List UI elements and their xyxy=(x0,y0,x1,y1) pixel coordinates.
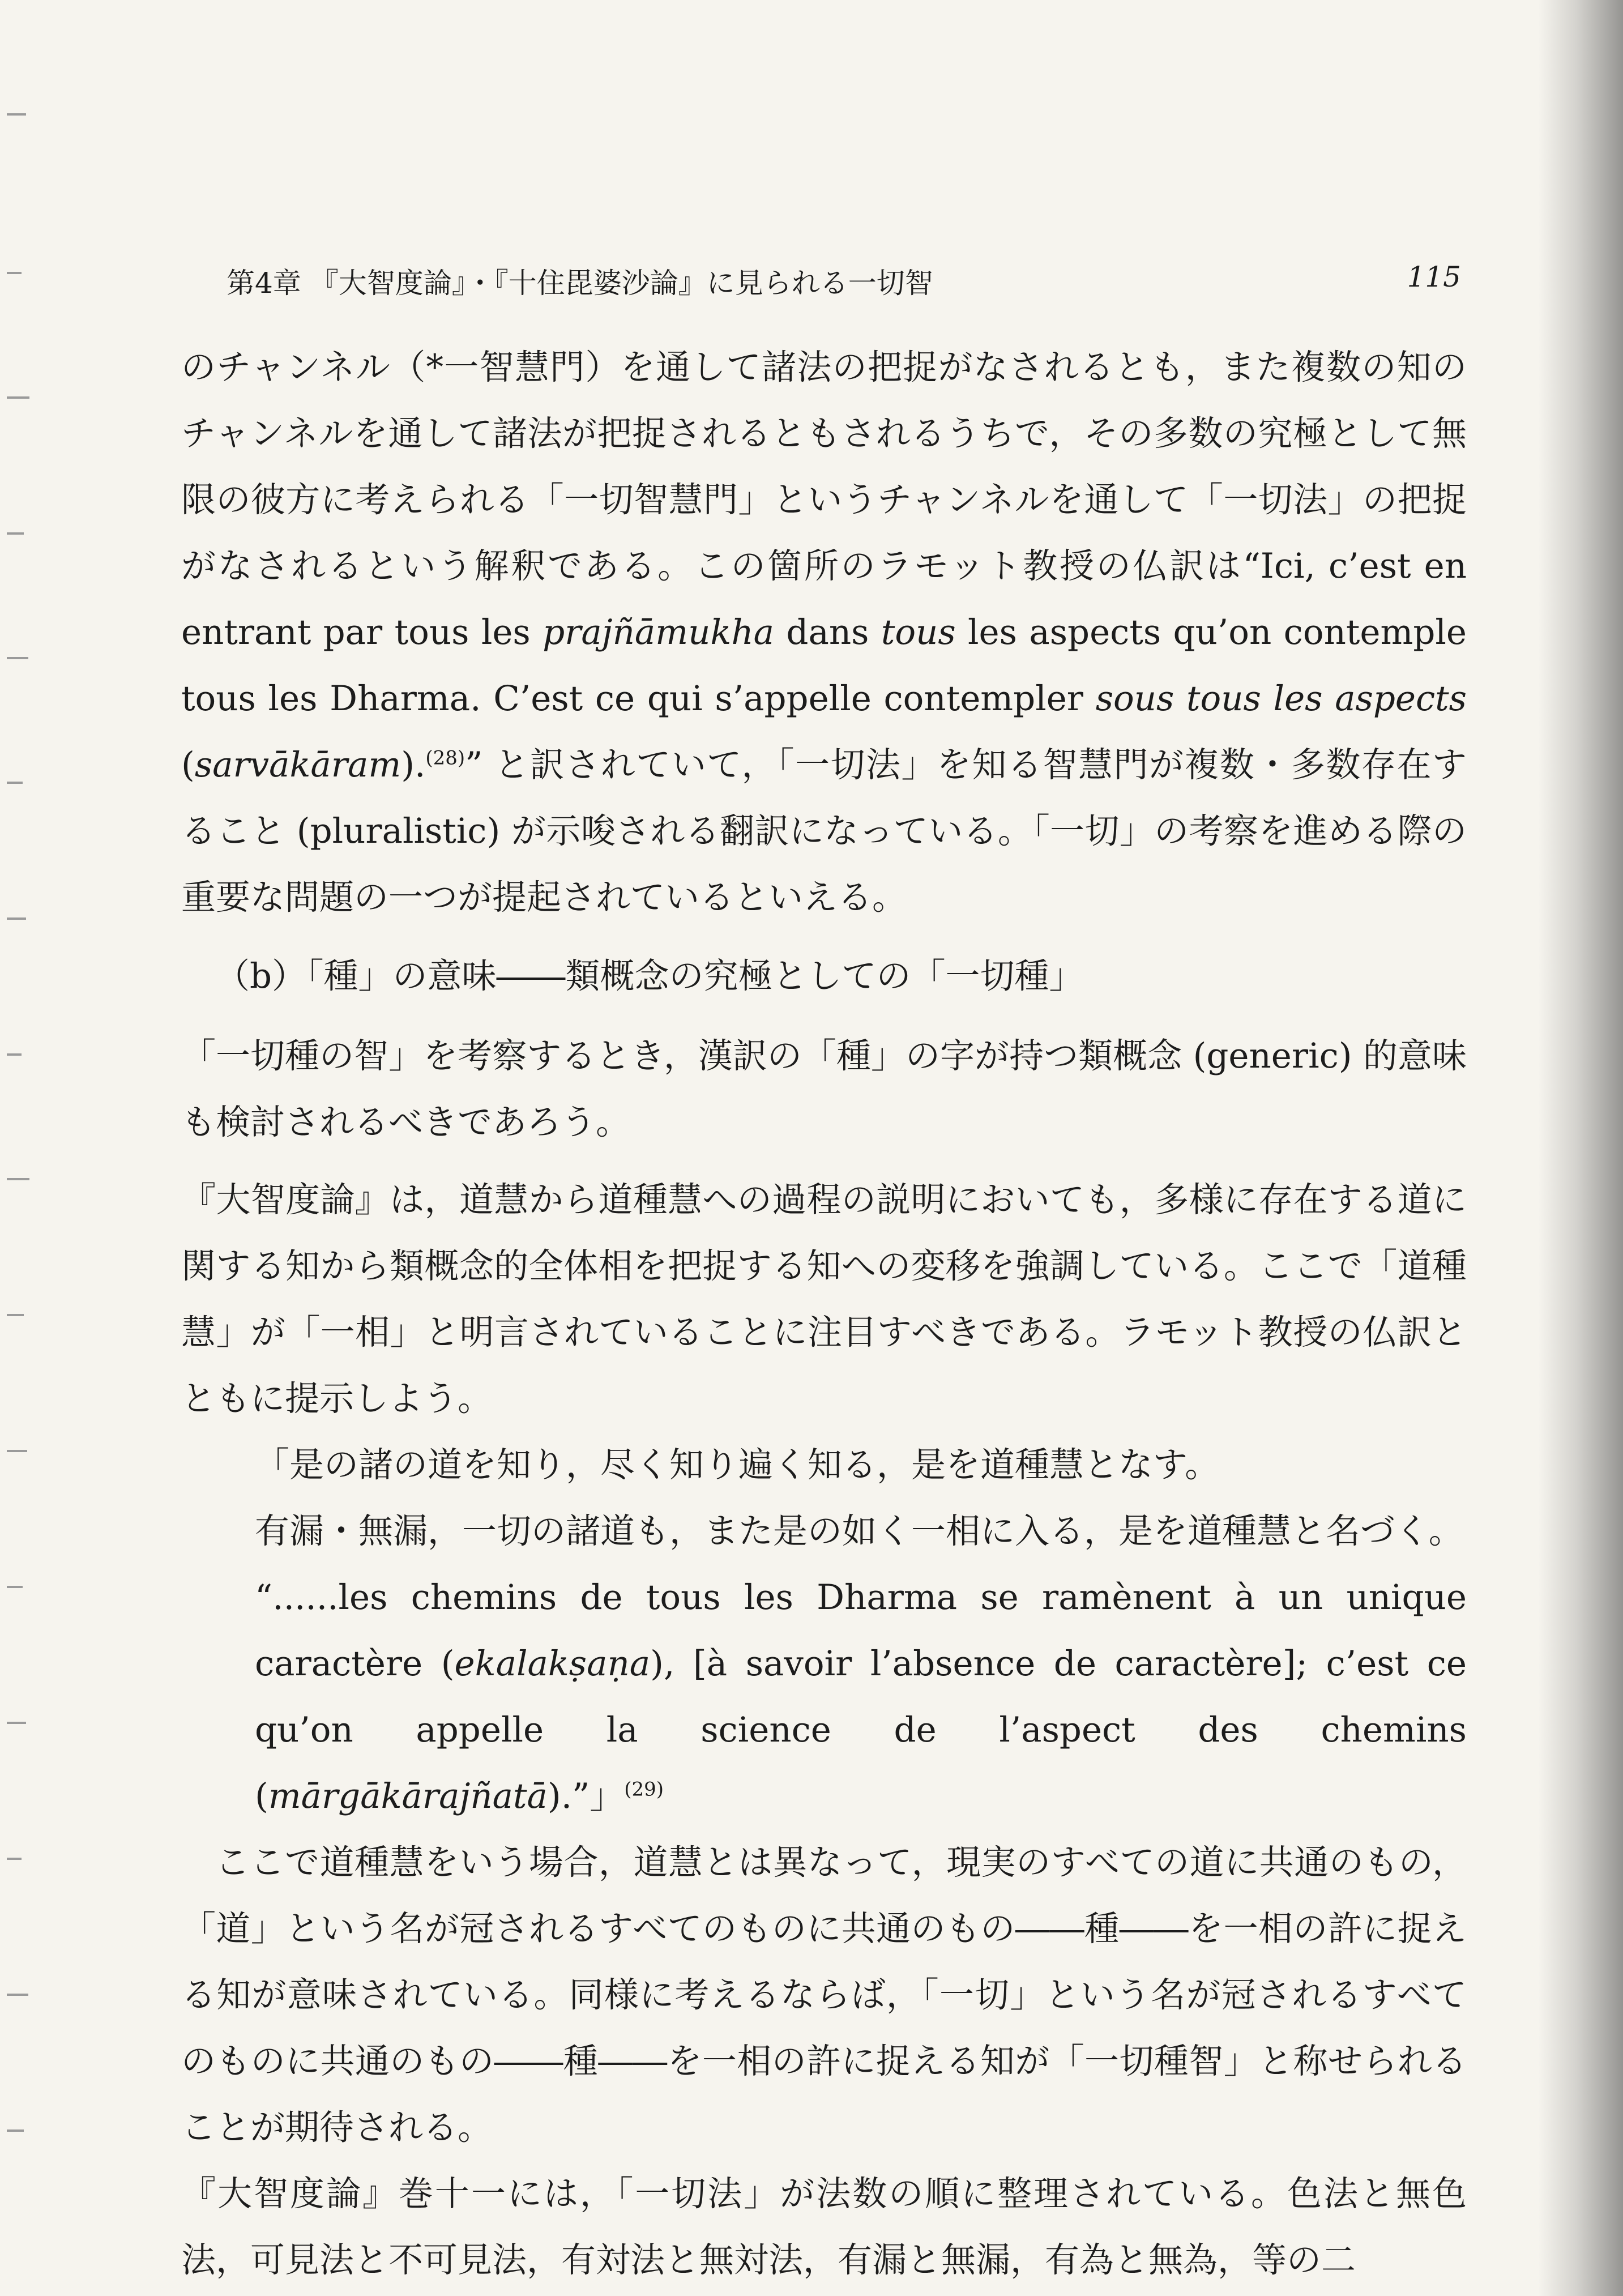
quote-line-1: 「是の諸の道を知り，尽く知り遍く知る，是を道種慧となす。 xyxy=(255,1445,1220,1485)
scan-shadow-edge xyxy=(1538,0,1623,2296)
paragraph-4: ここで道種慧をいう場合，道慧とは異なって，現実のすべての道に共通のもの，「道」という名が冠されるすべてのものに共通のもの――種――を一相の許に捉える知が意味されている。同様に考えるならば，「一切」という名が冠されるすべてのものに共通のもの――種――を一相の許に捉える知が「一切種智」と称せられることが期待される。 xyxy=(181,1842,1467,2148)
paragraph-2: 「一切種の智」を考察するとき，漢訳の「種」の字が持つ類概念 (generic) 的意味も検討されるべきであろう。 xyxy=(181,1036,1467,1142)
footnote-ref-28: (28) xyxy=(425,746,465,770)
section-heading-b: （b）「種」の意味――類概念の究極としての「一切種」 xyxy=(215,956,1084,996)
page-number: 115 xyxy=(1407,261,1461,293)
margin-marks xyxy=(7,102,41,2197)
page-header xyxy=(227,261,1461,306)
body-text xyxy=(181,334,1467,2293)
quote-french: “......les chemins de tous les Dharma se ramènent à un unique caractère (ekalakṣaṇa), [à savoir l’absence de caractère]; c’est ce qu’on appelle la science de l’aspect des chemins (mārgākārajñatā).”」$^{(29)}$ xyxy=(255,1577,1467,1816)
footnote-ref-29: (29) xyxy=(624,1778,664,1801)
running-head: 第4章 『大智度論』・『十住毘婆沙論』に見られる一切智 xyxy=(227,267,933,300)
paragraph-1: のチャンネル（*一智慧門）を通して諸法の把捉がなされるとも，また複数の知のチャンネルを通して諸法が把捉されるともされるうちで，その多数の究極として無限の彼方に考えられる「一切智慧門」というチャンネルを通して「一切法」の把捉がなされるという解釈である。この箇所のラモット教授の仏訳は“Ici, c’est en entrant par tous les prajñāmukha dans tous les aspects qu’on contemple tous les Dharma. C’est ce qui s’appelle contempler sous tous les aspects (sarvākāram).$^{(28)}$” と訳されていて，「一切法」を知る智慧門が複数・多数存在すること (pluralistic) が示唆される翻訳になっている。「一切」の考察を進める際の重要な問題の一つが提起されているといえる。 xyxy=(181,347,1467,917)
quote-line-2: 有漏・無漏，一切の諸道も，また是の如く一相に入る，是を道種慧と名づく。 xyxy=(255,1511,1463,1551)
paragraph-5: 『大智度論』巻十一には，「一切法」が法数の順に整理されている。色法と無色法，可見法と不可見法，有対法と無対法，有漏と無漏，有為と無為，等の二 xyxy=(181,2174,1467,2280)
paragraph-3: 『大智度論』は，道慧から道種慧への過程の説明においても，多様に存在する道に関する知から類概念的全体相を把捉する知への変移を強調している。ここで「道種慧」が「一相」と明言されていることに注目すべきである。ラモット教授の仏訳とともに提示しよう。 xyxy=(181,1180,1467,1419)
